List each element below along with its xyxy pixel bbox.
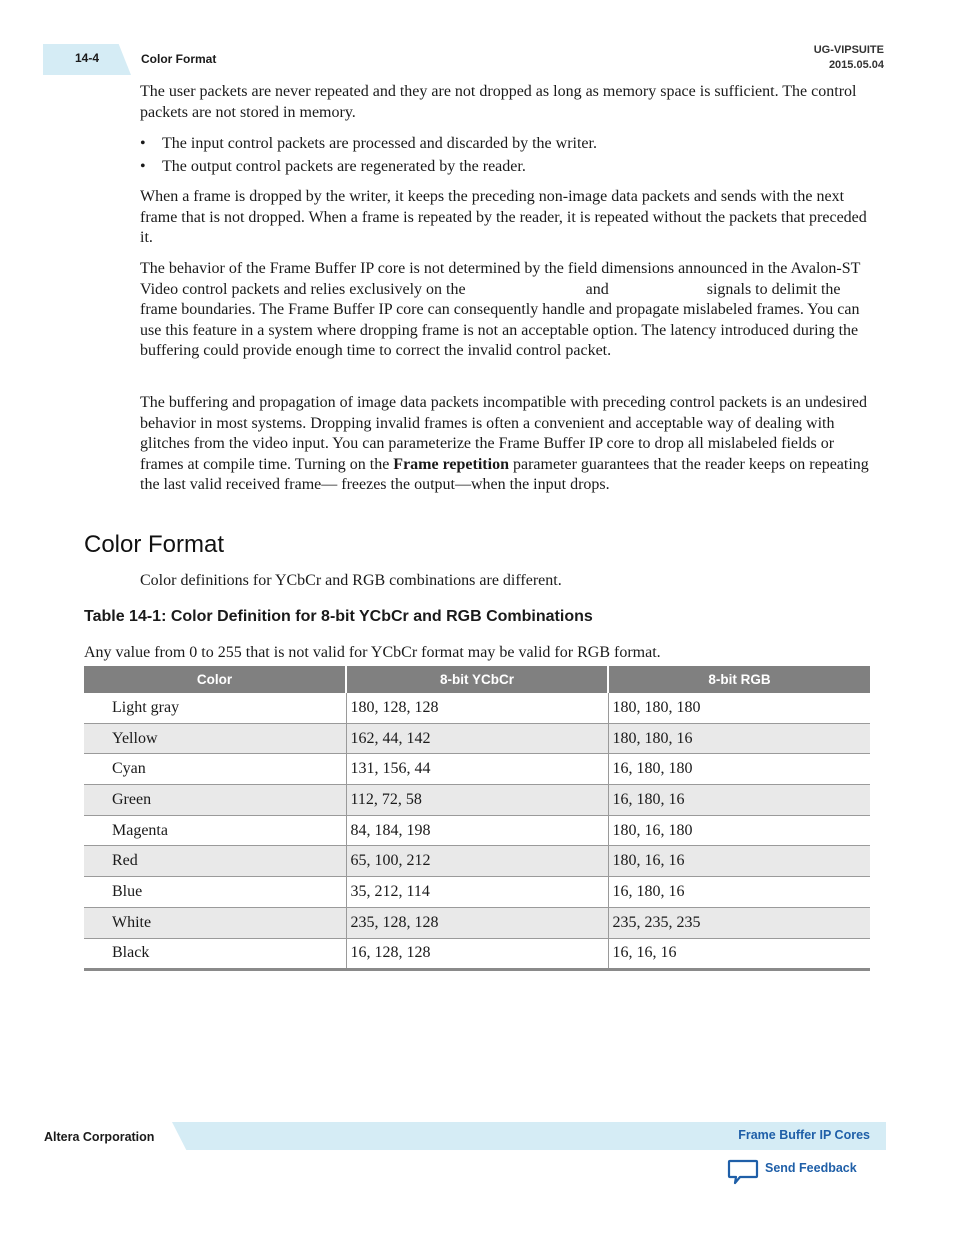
cell-color: Light gray [112,698,180,716]
p3-and: and [585,280,609,298]
cell-ycbcr: 162, 44, 142 [346,723,608,754]
doc-date: 2015.05.04 [828,59,884,71]
cell-color: White [84,907,346,938]
table-row [84,785,870,816]
table-header-row [84,666,870,693]
cell-ycbcr: 65, 100, 212 [346,846,608,877]
page-number: 14-4 [75,51,100,65]
cell-rgb: 16, 180, 16 [608,877,870,908]
p4-part-a: The buffering and propagation of image data packets incompatible with preceding control packets is an undesired behavior in most systems. Dropping invalid frames is often a convenient and acceptable way of dealing with glitches from the video input. You can parameterize the Frame Buffer IP core to drop all mislabeled fields or frames at compile time. Turning on the [140,394,868,473]
header-section-title: Color Format [141,52,217,66]
color-definition-table [84,666,870,971]
cell-color: Green [84,785,346,816]
p3-part-a: The behavior of the Frame Buffer IP core is not determined by the field dimensions announced in the Avalon-ST Video control packets and relies exclusively on the [140,260,861,298]
p3-part-b: signals to delimit the frame boundaries. The Frame Buffer IP core can consequently handle and propagate mislabeled frames. You can use this feature in a system where dropping frame is not an acceptable option. The latency introduced during the buffering could provide enough time to correct the invalid control packet. [140,280,860,360]
footer-chapter-link[interactable]: Frame Buffer IP Cores [738,1128,870,1142]
cell-ycbcr: 235, 128, 128 [346,907,608,938]
header-color: Color [84,666,346,693]
cell-ycbcr: 180, 128, 128 [346,693,608,723]
doc-id: UG-VIPSUITE [813,44,884,56]
cell-ycbcr: 131, 156, 44 [346,754,608,785]
cell-color: Cyan [84,754,346,785]
bullet-text: The input control packets are processed and discarded by the writer. [162,135,597,152]
cell-ycbcr: 84, 184, 198 [346,815,608,846]
paragraph-buffering-propagation [140,393,870,496]
send-feedback-link[interactable]: Send Feedback [765,1161,857,1175]
table-row [84,877,870,908]
cell-ycbcr: 112, 72, 58 [346,785,608,816]
cell-rgb: 235, 235, 235 [608,907,870,938]
paragraph-frame-dropped: When a frame is dropped by the writer, it keeps the preceding non-image data packets and sends with the next frame that is not dropped. When a frame is repeated by the reader, it is repeated without the packets that preceded it. [140,188,867,247]
table-note: Any value from 0 to 255 that is not valid for YCbCr format may be valid for RGB format. [84,644,661,661]
cell-color: Magenta [84,815,346,846]
cell-color: Black [84,938,346,970]
cell-color: Yellow [84,723,346,754]
paragraph-user-packets: The user packets are never repeated and they are not dropped as long as memory space is sufficient. The control packets are not stored in memory. [140,83,857,121]
table-row [84,846,870,877]
table-row [84,815,870,846]
section-intro: Color definitions for YCbCr and RGB combinations are different. [140,572,562,589]
footer-company: Altera Corporation [44,1130,155,1144]
cell-rgb: 180, 16, 16 [608,846,870,877]
cell-rgb: 16, 180, 16 [608,785,870,816]
cell-rgb: 180, 180, 16 [608,723,870,754]
bullet-text: The output control packets are regenerated by the reader. [162,158,526,175]
cell-rgb: 16, 180, 180 [608,754,870,785]
paragraph-frame-buffer-behavior [140,259,870,362]
cell-rgb: 180, 16, 180 [608,815,870,846]
table-row [84,907,870,938]
table-row [84,938,870,970]
table-row [84,693,870,723]
cell-color: Blue [84,877,346,908]
table-row [84,754,870,785]
bullet-glyph: • [140,158,146,175]
p4-part-b: parameter guarantees that the reader keeps on repeating the last valid received frame— freezes the output—when the input drops. [140,455,869,494]
header-ycbcr: 8-bit YCbCr [346,666,608,693]
header-doc-info [814,43,884,73]
cell-rgb: 16, 16, 16 [608,938,870,970]
cell-ycbcr: 16, 128, 128 [346,938,608,970]
cell-color: Red [84,846,346,877]
table-title: Table 14-1: Color Definition for 8-bit YCbCr and RGB Combinations [84,608,593,625]
speech-bubble-icon[interactable] [727,1158,759,1186]
frame-repetition-term: Frame repetition [393,455,509,473]
section-heading: Color Format [84,531,225,558]
bullet-glyph: • [140,135,146,152]
cell-rgb: 180, 180, 180 [608,693,870,723]
table-row [84,723,870,754]
header-rgb: 8-bit RGB [608,666,870,693]
cell-ycbcr: 35, 212, 114 [346,877,608,908]
